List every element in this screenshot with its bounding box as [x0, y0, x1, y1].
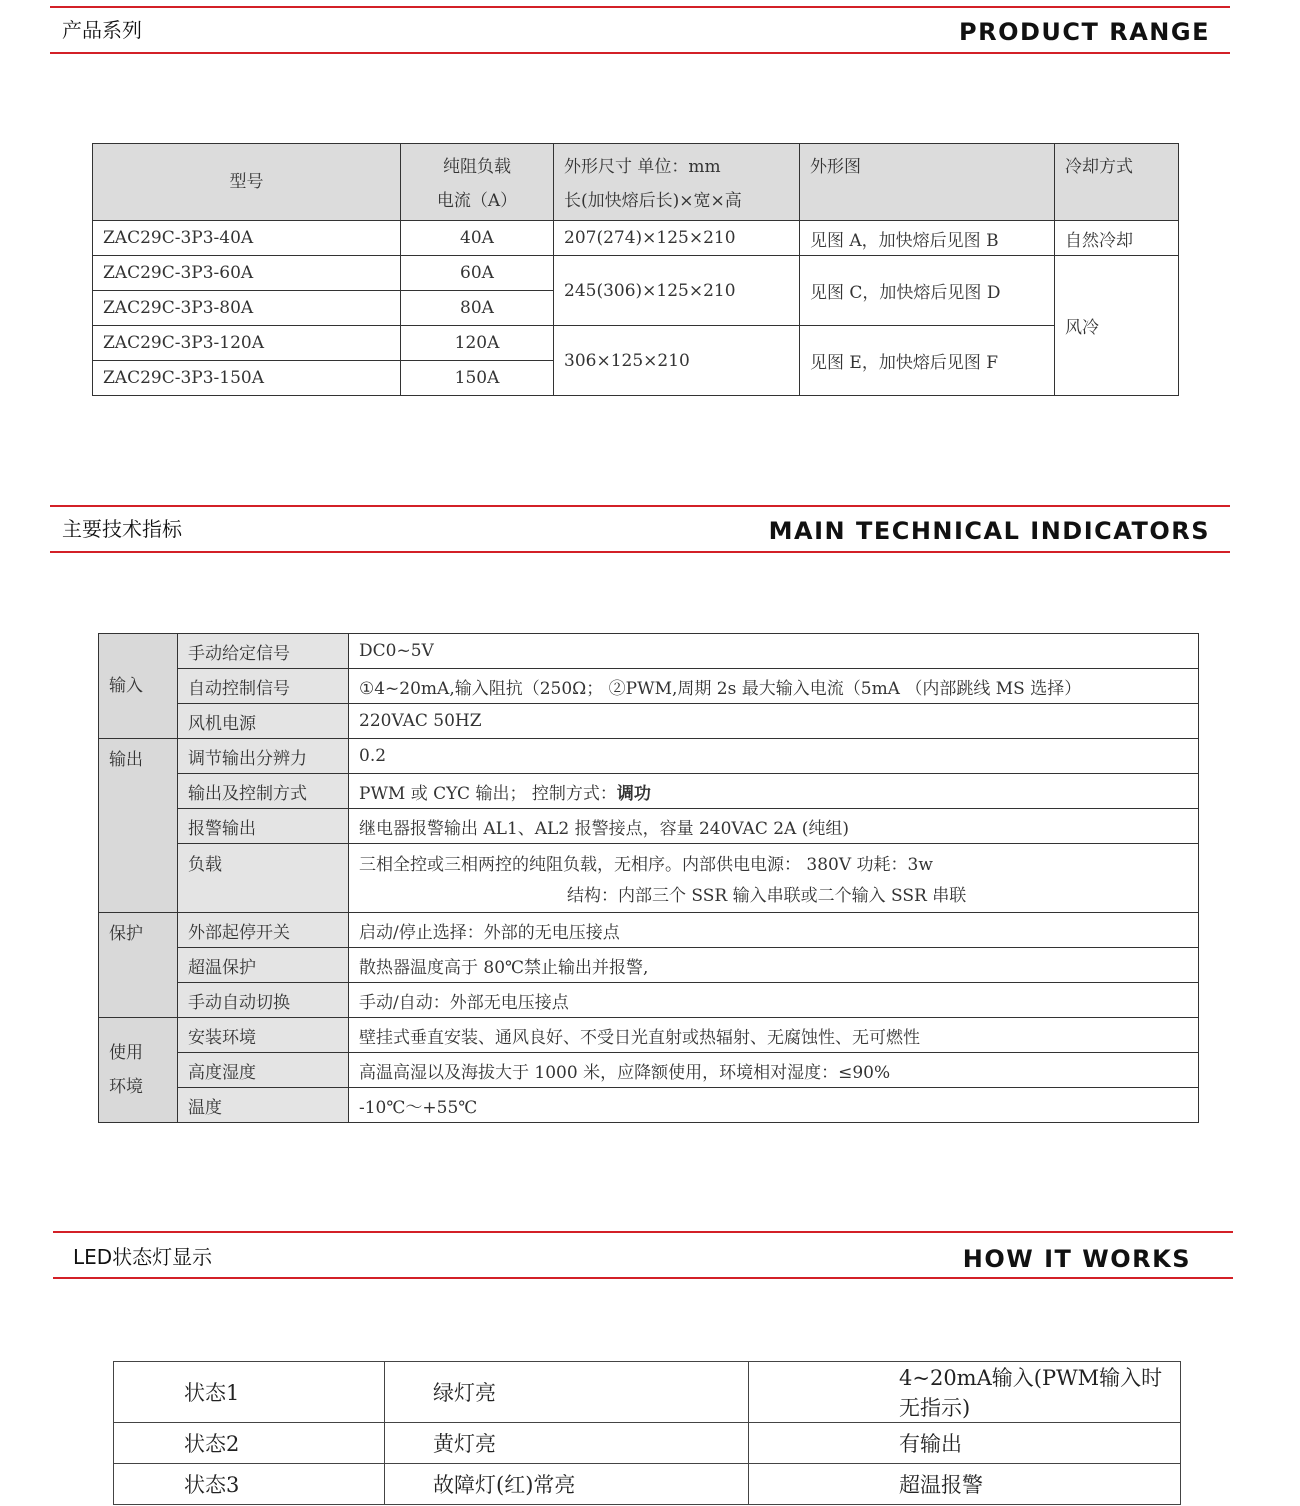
- cooling-cell: 自然冷却: [1055, 221, 1179, 256]
- param-name: 手动自动切换: [178, 983, 349, 1018]
- category-protect: 保护: [99, 913, 178, 1018]
- header-current-line1: 纯阻负载: [443, 157, 511, 177]
- param-value: 高温高湿以及海拔大于 1000 米，应降额使用，环境相对湿度：≤90%: [349, 1053, 1199, 1088]
- header-size: [554, 144, 800, 221]
- led-status-header: [53, 1231, 1233, 1279]
- table-row: [99, 634, 1199, 669]
- table-row: [99, 913, 1199, 948]
- meaning-cell: 有输出: [749, 1423, 1181, 1464]
- param-value: 继电器报警输出 AL1、AL2 报警接点，容量 240VAC 2A (纯组): [349, 809, 1199, 844]
- table-row: [99, 1088, 1199, 1123]
- current-cell: 40A: [401, 221, 554, 256]
- tech-indicators-header: [50, 505, 1230, 553]
- table-row: [99, 774, 1199, 809]
- current-cell: 120A: [401, 326, 554, 361]
- model-cell: ZAC29C-3P3-150A: [93, 361, 401, 396]
- param-value: -10℃～+55℃: [349, 1088, 1199, 1123]
- led-status-title-cn: LED状态灯显示: [73, 1245, 213, 1269]
- product-range-title-cn: 产品系列: [62, 18, 142, 42]
- tech-indicators-title-cn: 主要技术指标: [62, 517, 182, 541]
- meaning-cell: 4~20mA输入(PWM输入时无指示): [749, 1362, 1181, 1423]
- param-name: 调节输出分辨力: [178, 739, 349, 774]
- param-value: 散热器温度高于 80℃禁止输出并报警,: [349, 948, 1199, 983]
- header-size-line2: 长(加快熔后长)×宽×高: [564, 191, 742, 211]
- category-output: 输出: [99, 739, 178, 913]
- current-cell: 150A: [401, 361, 554, 396]
- table-row: [114, 1423, 1181, 1464]
- param-name: 报警输出: [178, 809, 349, 844]
- state-cell: 状态1: [114, 1362, 385, 1423]
- tech-indicators-title-en: MAIN TECHNICAL INDICATORS: [768, 517, 1210, 545]
- header-figure: 外形图: [800, 144, 1055, 221]
- table-row: [99, 1018, 1199, 1053]
- param-name: 安装环境: [178, 1018, 349, 1053]
- meaning-cell: 超温报警: [749, 1464, 1181, 1505]
- param-name: 超温保护: [178, 948, 349, 983]
- table-row: [114, 1464, 1181, 1505]
- table-row: [114, 1362, 1181, 1423]
- table-row: [99, 948, 1199, 983]
- param-name: 输出及控制方式: [178, 774, 349, 809]
- param-value: 壁挂式垂直安装、通风良好、不受日光直射或热辐射、无腐蚀性、无可燃性: [349, 1018, 1199, 1053]
- header-current-line2: 电流（A）: [436, 191, 518, 211]
- category-env-line2: 环境: [109, 1077, 143, 1097]
- state-cell: 状态3: [114, 1464, 385, 1505]
- table-row: [99, 1053, 1199, 1088]
- table-row: [99, 809, 1199, 844]
- param-value: 手动/自动：外部无电压接点: [349, 983, 1199, 1018]
- param-value: [349, 774, 1199, 809]
- header-size-line1: 外形尺寸 单位：mm: [564, 157, 721, 177]
- param-value-text: PWM 或 CYC 输出； 控制方式：: [359, 783, 617, 804]
- table-row: [93, 326, 1179, 361]
- header-current: [401, 144, 554, 221]
- header-cooling: 冷却方式: [1055, 144, 1179, 221]
- product-range-table: [92, 143, 1179, 396]
- light-cell: 绿灯亮: [385, 1362, 749, 1423]
- table-row: [99, 983, 1199, 1018]
- state-cell: 状态2: [114, 1423, 385, 1464]
- size-cell: 245(306)×125×210: [554, 256, 800, 326]
- size-cell: 207(274)×125×210: [554, 221, 800, 256]
- tech-indicators-table: [98, 633, 1199, 1123]
- model-cell: ZAC29C-3P3-40A: [93, 221, 401, 256]
- led-status-table: [113, 1361, 1181, 1505]
- param-value-line1: 三相全控或三相两控的纯阻负载，无相序。内部供电电源： 380V 功耗：3w: [359, 855, 933, 875]
- param-value: 启动/停止选择：外部的无电压接点: [349, 913, 1199, 948]
- model-cell: ZAC29C-3P3-60A: [93, 256, 401, 291]
- model-cell: ZAC29C-3P3-80A: [93, 291, 401, 326]
- table-row: [99, 669, 1199, 704]
- category-env-line1: 使用: [109, 1043, 143, 1063]
- led-status-title-en: HOW IT WORKS: [962, 1245, 1191, 1273]
- param-value: 220VAC 50HZ: [349, 704, 1199, 739]
- param-name: 高度湿度: [178, 1053, 349, 1088]
- table-row: [99, 704, 1199, 739]
- param-value: 0.2: [349, 739, 1199, 774]
- table-row: [99, 844, 1199, 913]
- param-name: 自动控制信号: [178, 669, 349, 704]
- figure-cell: 见图 C，加快熔后见图 D: [800, 256, 1055, 326]
- light-cell: 黄灯亮: [385, 1423, 749, 1464]
- param-name: 温度: [178, 1088, 349, 1123]
- param-name: 风机电源: [178, 704, 349, 739]
- category-env: [99, 1018, 178, 1123]
- param-value-line2: 结构：内部三个 SSR 输入串联或二个输入 SSR 串联: [567, 886, 967, 906]
- product-range-title-en: PRODUCT RANGE: [959, 18, 1210, 46]
- header-model: 型号: [93, 144, 401, 221]
- light-cell: 故障灯(红)常亮: [385, 1464, 749, 1505]
- table-header-row: [93, 144, 1179, 221]
- table-row: [99, 739, 1199, 774]
- param-name: 手动给定信号: [178, 634, 349, 669]
- param-value-bold: 调功: [616, 783, 651, 804]
- param-value: [349, 844, 1199, 913]
- param-name: 负载: [178, 844, 349, 913]
- figure-cell: 见图 A，加快熔后见图 B: [800, 221, 1055, 256]
- param-name: 外部起停开关: [178, 913, 349, 948]
- param-value: ①4~20mA,输入阻抗（250Ω； ②PWM,周期 2s 最大输入电流（5mA （内部跳线 MS 选择）: [349, 669, 1199, 704]
- current-cell: 80A: [401, 291, 554, 326]
- table-row: [93, 221, 1179, 256]
- table-row: [93, 256, 1179, 291]
- product-range-header: [50, 6, 1230, 54]
- size-cell: 306×125×210: [554, 326, 800, 396]
- model-cell: ZAC29C-3P3-120A: [93, 326, 401, 361]
- param-value: DC0~5V: [349, 634, 1199, 669]
- figure-cell: 见图 E，加快熔后见图 F: [800, 326, 1055, 396]
- current-cell: 60A: [401, 256, 554, 291]
- cooling-cell: 风冷: [1055, 256, 1179, 396]
- category-input: 输入: [99, 634, 178, 739]
